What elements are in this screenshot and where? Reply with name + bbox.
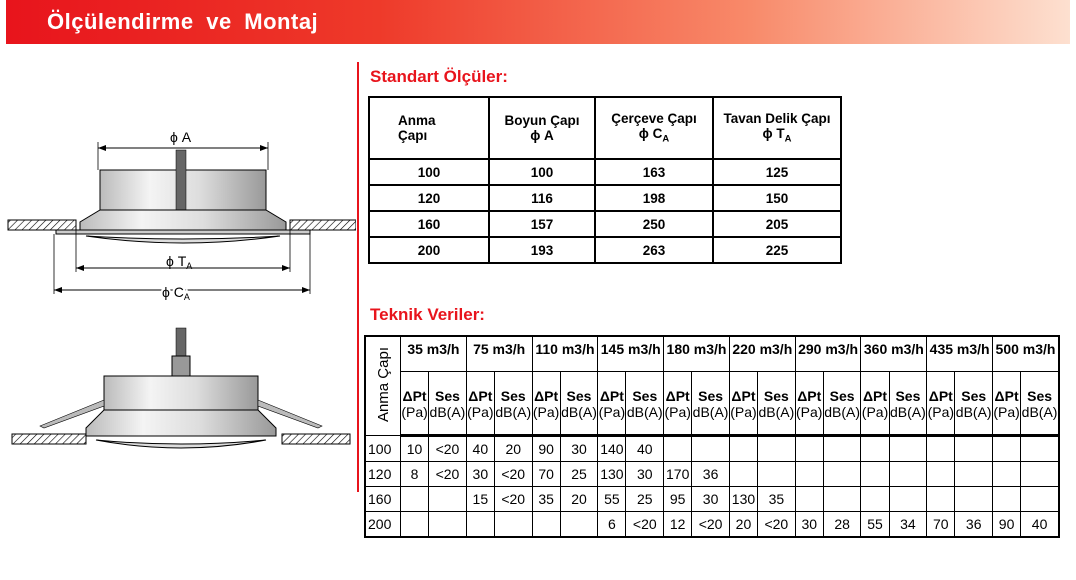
table-cell: 225 <box>713 237 841 263</box>
table-cell <box>861 487 889 512</box>
ses-header: Ses <box>955 372 993 405</box>
ses-header: Ses <box>889 372 927 405</box>
row-header-label: Anma Çapı <box>374 346 392 423</box>
table-cell: 100 <box>369 159 489 185</box>
table-cell: 40 <box>626 436 664 462</box>
table-cell <box>823 436 861 462</box>
flow-header: 110 m3/h <box>532 336 598 372</box>
table-cell <box>889 487 927 512</box>
table-cell <box>401 487 429 512</box>
table-cell: 36 <box>692 462 730 487</box>
table-cell: 6 <box>598 512 626 538</box>
pt-header: ΔPt <box>861 372 889 405</box>
header-boyun: Boyun Çapı ϕ A <box>489 97 595 159</box>
table-cell: 170 <box>664 462 692 487</box>
table-cell: 198 <box>595 185 713 211</box>
table-cell <box>927 462 955 487</box>
flow-header: 145 m3/h <box>598 336 664 372</box>
table-cell: <20 <box>494 487 532 512</box>
row-size: 200 <box>365 512 401 538</box>
dim-c-label: ϕ $C_A$ <box>162 284 190 302</box>
table-cell: 125 <box>713 159 841 185</box>
dim-t-label: ϕ $T_A$ <box>166 253 193 271</box>
pt-header: ΔPt <box>598 372 626 405</box>
table-cell: 130 <box>729 487 757 512</box>
table-cell: 15 <box>466 487 494 512</box>
table-cell: 70 <box>532 462 560 487</box>
table-cell: 10 <box>401 436 429 462</box>
row-size: 160 <box>365 487 401 512</box>
page-title: Ölçülendirme ve Montaj <box>47 9 319 34</box>
table-cell: 20 <box>560 487 598 512</box>
ses-header: Ses <box>626 372 664 405</box>
row-header-anma <box>365 336 401 436</box>
pt-unit: (Pa) <box>598 404 626 436</box>
ses-unit: dB(A) <box>560 404 598 436</box>
ses-unit: dB(A) <box>1021 404 1059 436</box>
pt-header: ΔPt <box>532 372 560 405</box>
table-cell <box>861 462 889 487</box>
table-cell: 12 <box>664 512 692 538</box>
table-cell: 20 <box>494 436 532 462</box>
table-cell: <20 <box>692 512 730 538</box>
pt-unit: (Pa) <box>729 404 757 436</box>
table-row <box>369 211 841 237</box>
table-cell: 55 <box>598 487 626 512</box>
technical-data-table <box>364 335 1060 538</box>
header-banner <box>6 0 1070 44</box>
flow-header: 220 m3/h <box>729 336 795 372</box>
table-cell <box>729 462 757 487</box>
ses-unit: dB(A) <box>626 404 664 436</box>
table-cell: 8 <box>401 462 429 487</box>
table-cell <box>993 487 1021 512</box>
dim-a-label: ϕ A <box>170 129 192 145</box>
table-cell <box>955 487 993 512</box>
table-cell <box>993 436 1021 462</box>
ses-header: Ses <box>692 372 730 405</box>
pt-unit: (Pa) <box>993 404 1021 436</box>
table-cell: 25 <box>626 487 664 512</box>
table-row <box>369 159 841 185</box>
table-cell: 20 <box>729 512 757 538</box>
row-size: 120 <box>365 462 401 487</box>
table-cell <box>532 512 560 538</box>
flow-header: 435 m3/h <box>927 336 993 372</box>
table-cell <box>1021 436 1059 462</box>
ses-unit: dB(A) <box>823 404 861 436</box>
table-row <box>369 185 841 211</box>
pt-header: ΔPt <box>729 372 757 405</box>
table-cell <box>927 436 955 462</box>
sub-header-row <box>365 372 1059 405</box>
table-cell: 25 <box>560 462 598 487</box>
diffuser-drawing <box>0 110 356 580</box>
table-cell <box>795 436 823 462</box>
table-cell: <20 <box>429 436 467 462</box>
table-cell <box>889 462 927 487</box>
table-cell: 95 <box>664 487 692 512</box>
table-cell <box>889 436 927 462</box>
table-cell: 157 <box>489 211 595 237</box>
pt-unit: (Pa) <box>861 404 889 436</box>
table-cell <box>927 487 955 512</box>
teknik-title: Teknik Veriler: <box>370 305 485 324</box>
pt-header: ΔPt <box>664 372 692 405</box>
table-cell <box>823 462 861 487</box>
table-cell: 205 <box>713 211 841 237</box>
table-cell: 34 <box>889 512 927 538</box>
table-cell <box>993 462 1021 487</box>
pt-unit: (Pa) <box>532 404 560 436</box>
table-cell: 36 <box>955 512 993 538</box>
table-cell: 28 <box>823 512 861 538</box>
table-cell <box>955 462 993 487</box>
table-cell: 120 <box>369 185 489 211</box>
pt-header: ΔPt <box>401 372 429 405</box>
flow-header: 360 m3/h <box>861 336 927 372</box>
ses-header: Ses <box>560 372 598 405</box>
table-cell <box>1021 487 1059 512</box>
ses-header: Ses <box>758 372 796 405</box>
table-cell: 35 <box>758 487 796 512</box>
table-cell <box>758 436 796 462</box>
table-cell: 40 <box>466 436 494 462</box>
table-cell <box>729 436 757 462</box>
ses-unit: dB(A) <box>889 404 927 436</box>
flow-header: 500 m3/h <box>993 336 1059 372</box>
table-cell <box>692 436 730 462</box>
flow-header: 75 m3/h <box>466 336 532 372</box>
pt-header: ΔPt <box>927 372 955 405</box>
table-row <box>365 512 1059 538</box>
table-cell: 70 <box>927 512 955 538</box>
table-cell: 40 <box>1021 512 1059 538</box>
flow-header: 35 m3/h <box>401 336 467 372</box>
table-cell <box>795 462 823 487</box>
table-row <box>365 487 1059 512</box>
table-cell: 140 <box>598 436 626 462</box>
pt-header: ΔPt <box>795 372 823 405</box>
table-cell: <20 <box>626 512 664 538</box>
section-divider <box>357 62 359 492</box>
table-header-row <box>369 97 841 159</box>
table-cell: 30 <box>692 487 730 512</box>
ses-header: Ses <box>494 372 532 405</box>
table-cell <box>664 436 692 462</box>
table-cell: 35 <box>532 487 560 512</box>
pt-unit: (Pa) <box>401 404 429 436</box>
table-cell <box>795 487 823 512</box>
table-cell: 250 <box>595 211 713 237</box>
table-cell <box>861 436 889 462</box>
ses-unit: dB(A) <box>758 404 796 436</box>
pt-unit: (Pa) <box>466 404 494 436</box>
table-cell: <20 <box>494 462 532 487</box>
standart-title: Standart Ölçüler: <box>370 67 508 86</box>
table-cell <box>758 462 796 487</box>
table-cell <box>823 487 861 512</box>
ses-unit: dB(A) <box>955 404 993 436</box>
pt-unit: (Pa) <box>664 404 692 436</box>
pt-header: ΔPt <box>993 372 1021 405</box>
table-cell: 116 <box>489 185 595 211</box>
table-row <box>369 237 841 263</box>
table-cell: 30 <box>626 462 664 487</box>
flow-header: 180 m3/h <box>664 336 730 372</box>
table-cell: 160 <box>369 211 489 237</box>
table-row <box>365 462 1059 487</box>
table-cell <box>560 512 598 538</box>
table-cell <box>401 512 429 538</box>
table-cell: <20 <box>758 512 796 538</box>
unit-header-row <box>365 404 1059 436</box>
table-cell: 30 <box>466 462 494 487</box>
header-anma: Anma Çapı <box>369 97 489 159</box>
table-cell <box>466 512 494 538</box>
table-cell <box>955 436 993 462</box>
flow-header-row <box>365 336 1059 372</box>
table-cell <box>429 487 467 512</box>
table-cell: <20 <box>429 462 467 487</box>
table-cell <box>429 512 467 538</box>
table-cell: 90 <box>993 512 1021 538</box>
ses-unit: dB(A) <box>692 404 730 436</box>
flow-header: 290 m3/h <box>795 336 861 372</box>
row-size: 100 <box>365 436 401 462</box>
ses-header: Ses <box>429 372 467 405</box>
ses-header: Ses <box>823 372 861 405</box>
standard-sizes-table <box>368 96 842 264</box>
table-cell: 90 <box>532 436 560 462</box>
table-cell: 130 <box>598 462 626 487</box>
header-cerceve: Çerçeve Çapı ϕ $C_A$ <box>595 97 713 159</box>
pt-unit: (Pa) <box>795 404 823 436</box>
table-cell: 30 <box>795 512 823 538</box>
table-cell: 193 <box>489 237 595 263</box>
ses-unit: dB(A) <box>494 404 532 436</box>
pt-header: ΔPt <box>466 372 494 405</box>
header-tavan: Tavan Delik Çapı ϕ $T_A$ <box>713 97 841 159</box>
table-cell: 150 <box>713 185 841 211</box>
ses-unit: dB(A) <box>429 404 467 436</box>
table-row <box>365 436 1059 462</box>
table-cell: 163 <box>595 159 713 185</box>
table-cell: 100 <box>489 159 595 185</box>
table-cell: 55 <box>861 512 889 538</box>
pt-unit: (Pa) <box>927 404 955 436</box>
ses-header: Ses <box>1021 372 1059 405</box>
table-cell <box>494 512 532 538</box>
table-cell: 200 <box>369 237 489 263</box>
table-cell: 30 <box>560 436 598 462</box>
table-cell <box>1021 462 1059 487</box>
table-cell: 263 <box>595 237 713 263</box>
